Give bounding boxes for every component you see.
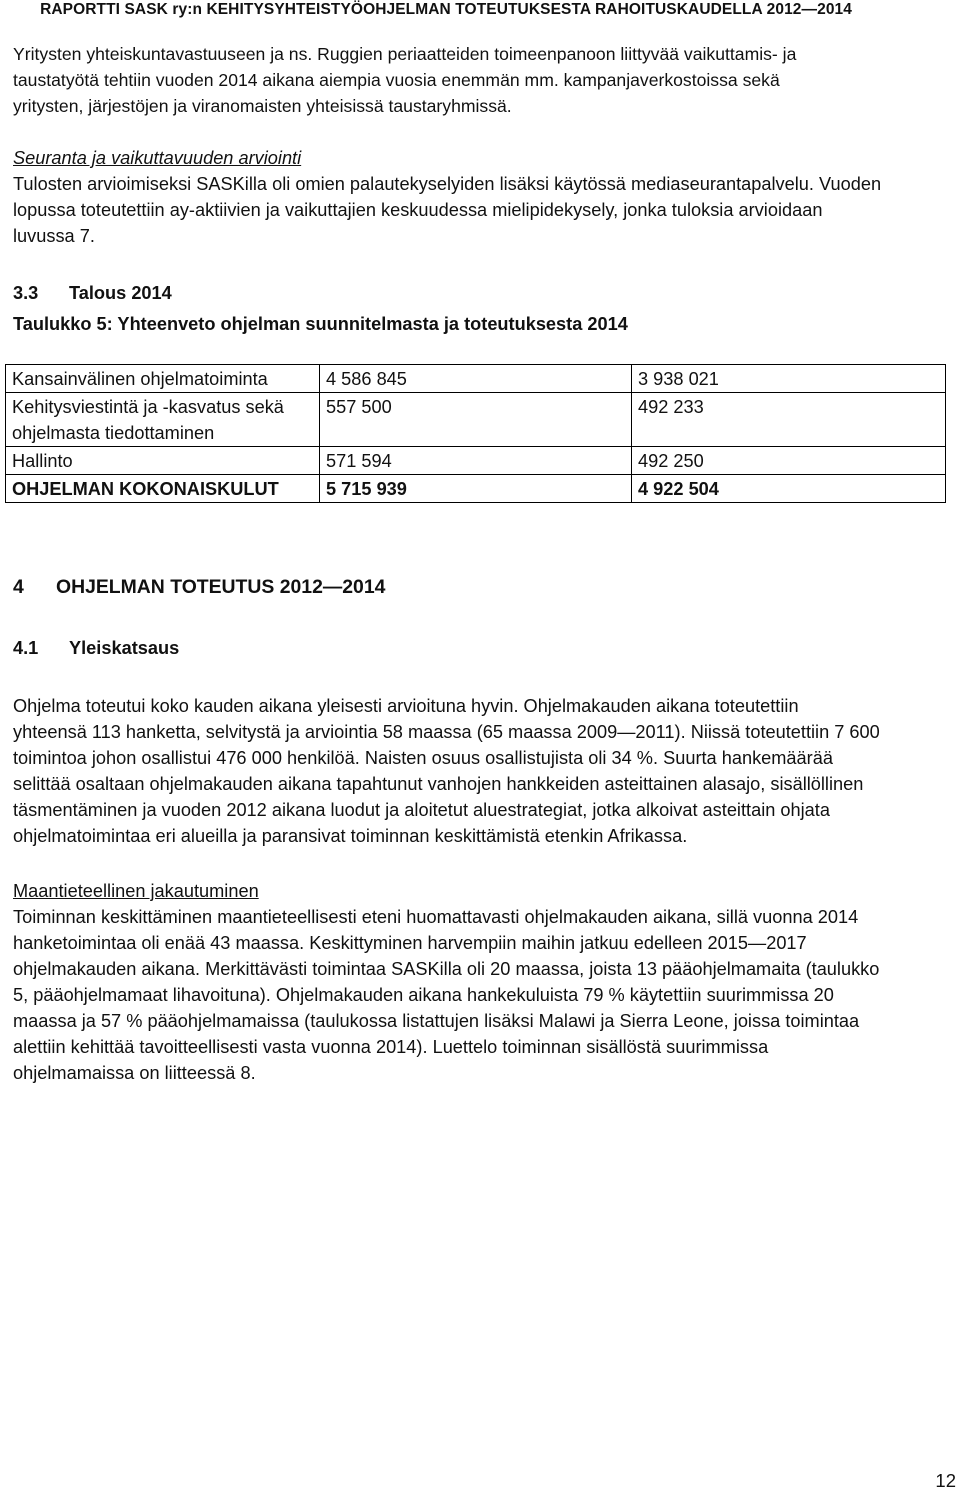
overview-line: toimintoa johon osallistui 476 000 henkilöä. Naisten osuus osallistujista oli 34 %. Suurta hankemäärää xyxy=(13,748,833,768)
overview-paragraph xyxy=(13,693,958,849)
geography-line: Toiminnan keskittäminen maantieteellisesti eteni huomattavasti ohjelmakauden aikana, sillä vuonna 2014 xyxy=(13,907,859,927)
planned-value: 571 594 xyxy=(320,447,632,475)
evaluation-line: lopussa toteutettiin ay-aktiivien ja vaikuttajien keskuudessa mielipidekysely, jonka tuloksia arvioidaan xyxy=(13,200,823,220)
page-number: 12 xyxy=(935,1470,956,1491)
evaluation-line: luvussa 7. xyxy=(13,226,95,246)
intro-line: taustatyötä tehtiin vuoden 2014 aikana aiempia vuosia enemmän mm. kampanjaverkostoissa sekä xyxy=(13,70,780,90)
evaluation-paragraph xyxy=(13,145,958,249)
chapter-4-heading xyxy=(13,576,385,599)
intro-paragraph xyxy=(13,41,958,119)
actual-value: 3 938 021 xyxy=(632,365,946,393)
section-title: Talous 2014 xyxy=(69,283,172,303)
planned-value: 557 500 xyxy=(320,393,632,447)
chapter-title: OHJELMAN TOTEUTUS 2012—2014 xyxy=(56,576,386,598)
section-4-1-heading xyxy=(13,638,179,659)
running-header: RAPORTTI SASK ry:n KEHITYSYHTEISTYÖOHJELMAN TOTEUTUKSESTA RAHOITUSKAUDELLA 2012—2014 xyxy=(40,1,852,18)
overview-line: Ohjelma toteutui koko kauden aikana yleisesti arvioituna hyvin. Ohjelmakauden aikana toteutettiin xyxy=(13,696,799,716)
overview-line: ohjelmatoimintaa eri alueilla ja paransivat toiminnan keskittämistä etenkin Afrikassa. xyxy=(13,826,688,846)
row-label: Hallinto xyxy=(6,447,320,475)
total-label: OHJELMAN KOKONAISKULUT xyxy=(6,475,320,503)
actual-value: 492 250 xyxy=(632,447,946,475)
section-title: Yleiskatsaus xyxy=(69,638,180,658)
geography-heading: Maantieteellinen jakautuminen xyxy=(13,881,259,901)
section-number: 3.3 xyxy=(13,283,39,303)
intro-line: yritysten, järjestöjen ja viranomaisten yhteisissä taustaryhmissä. xyxy=(13,96,512,116)
geography-paragraph xyxy=(13,878,958,1086)
table-row xyxy=(6,393,946,447)
table-row xyxy=(6,365,946,393)
row-label: Kansainvälinen ohjelmatoiminta xyxy=(6,365,320,393)
total-actual: 4 922 504 xyxy=(632,475,946,503)
overview-line: täsmentäminen ja vuoden 2012 aikana luodut ja aloitetut aluestrategiat, jotka alkoivat asteittain ohjata xyxy=(13,800,830,820)
actual-value: 492 233 xyxy=(632,393,946,447)
geography-line: hanketoimintaa oli enää 43 maassa. Keskittyminen harvempiin maihin jatkuu edelleen 2015—2017 xyxy=(13,933,807,953)
intro-line: Yritysten yhteiskuntavastuuseen ja ns. Ruggien periaatteiden toimeenpanoon liittyvää vaikuttamis- ja xyxy=(13,44,797,64)
geography-line: alettiin kehittää tavoitteellisesti vasta vuonna 2014). Luettelo toiminnan sisällöstä suurimmissa xyxy=(13,1037,769,1057)
evaluation-line: Tulosten arvioimiseksi SASKilla oli omien palautekyselyiden lisäksi käytössä mediaseurantapalvelu. Vuoden xyxy=(13,174,882,194)
total-planned: 5 715 939 xyxy=(320,475,632,503)
geography-line: ohjelmakauden aikana. Merkittävästi toimintaa SASKilla oli 20 maassa, joista 13 pääohjelmamaita (taulukko xyxy=(13,959,880,979)
overview-line: yhteensä 113 hanketta, selvitystä ja arviointia 58 maassa (65 maassa 2009—2011). Niissä toteutettiin 7 600 xyxy=(13,722,880,742)
table-row xyxy=(6,447,946,475)
evaluation-heading: Seuranta ja vaikuttavuuden arviointi xyxy=(13,148,302,168)
geography-line: 5, pääohjelmamaat lihavoituna). Ohjelmakauden aikana hankekuluista 79 % käytettiin suurimmissa 20 xyxy=(13,985,834,1005)
geography-line: ohjelmamaissa on liitteessä 8. xyxy=(13,1063,256,1083)
table-total-row xyxy=(6,475,946,503)
table-caption: Taulukko 5: Yhteenveto ohjelman suunnitelmasta ja toteutuksesta 2014 xyxy=(13,314,628,334)
geography-line: maassa ja 57 % pääohjelmamaissa (taulukossa listattujen lisäksi Malawi ja Sierra Leone, joissa toimintaa xyxy=(13,1011,860,1031)
section-3-3-heading xyxy=(13,283,172,304)
chapter-number: 4 xyxy=(13,576,24,598)
row-label: Kehitysviestintä ja -kasvatus sekä ohjelmasta tiedottaminen xyxy=(6,393,320,447)
overview-line: selittää osaltaan ohjelmakauden aikana tapahtunut vanhojen hankkeiden asteittainen alasajo, sisällöllinen xyxy=(13,774,864,794)
section-number: 4.1 xyxy=(13,638,39,658)
budget-table xyxy=(5,364,946,503)
planned-value: 4 586 845 xyxy=(320,365,632,393)
